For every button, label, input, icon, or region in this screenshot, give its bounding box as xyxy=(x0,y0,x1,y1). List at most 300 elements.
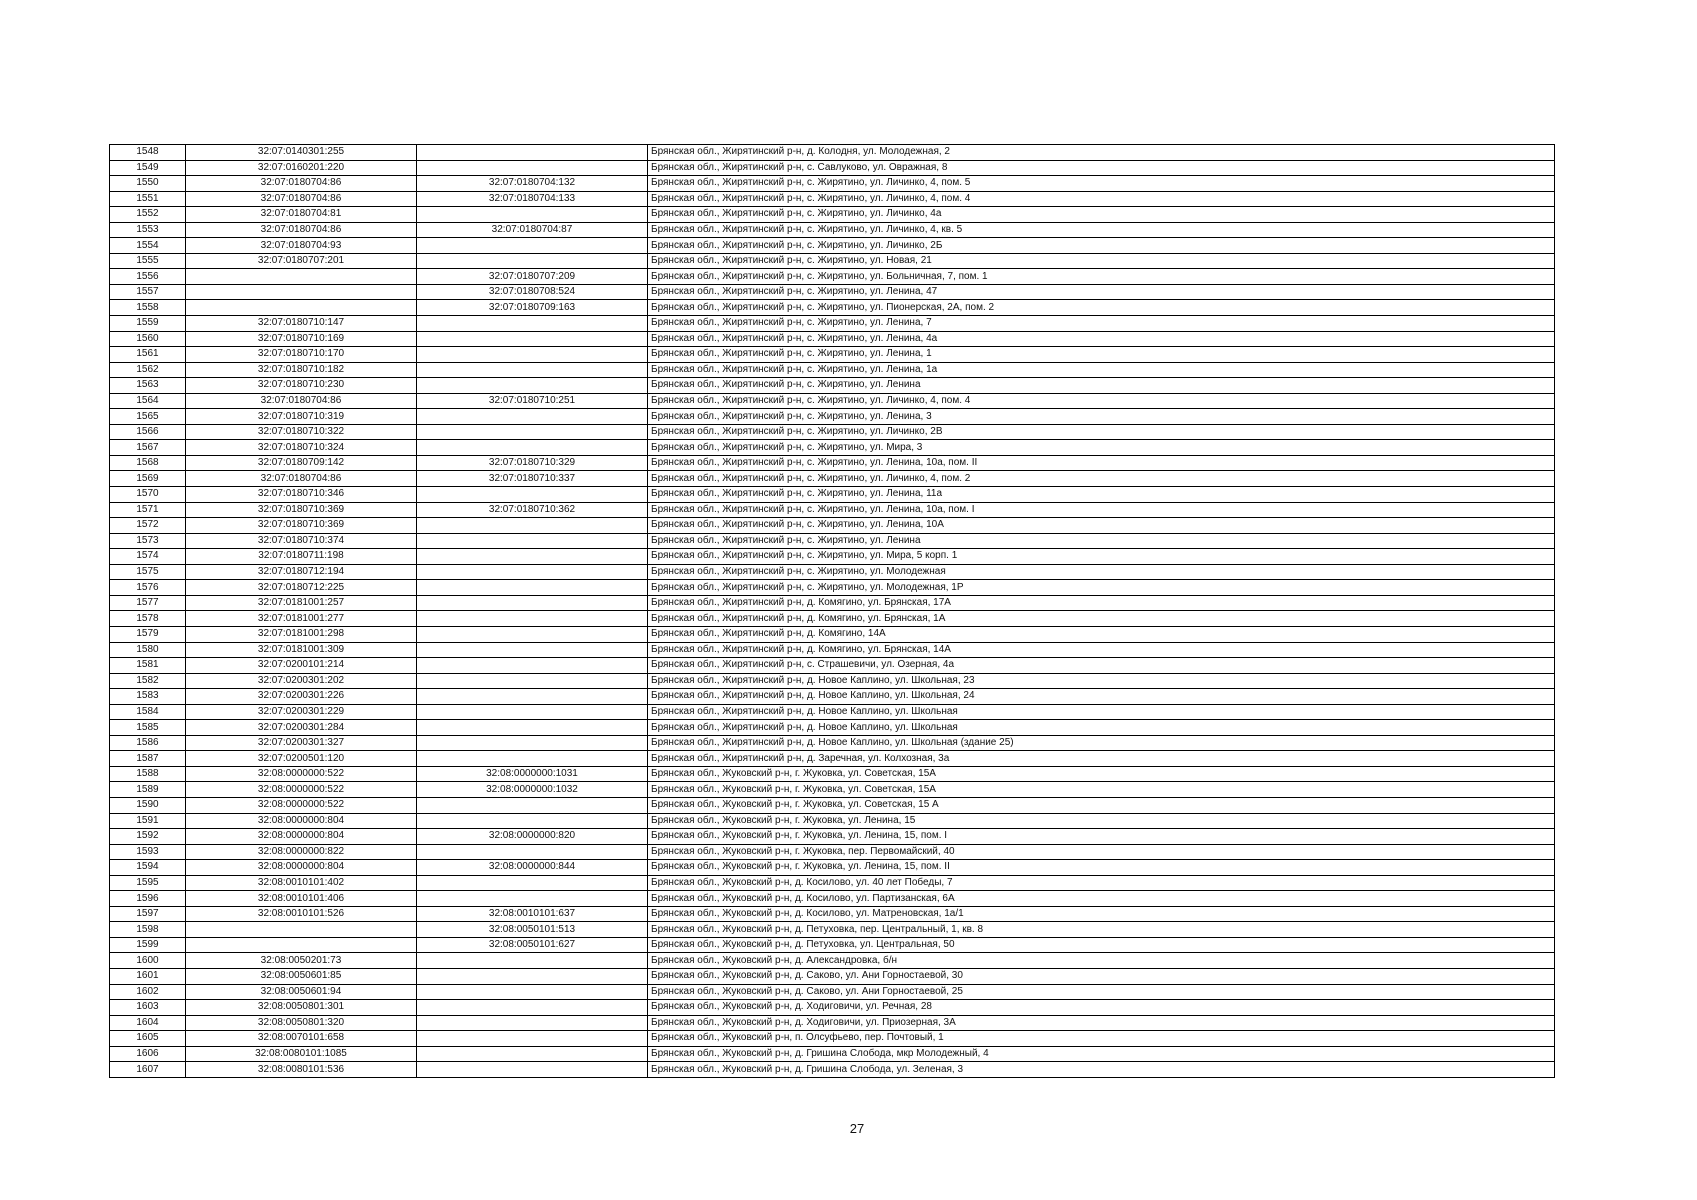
row-number-cell: 1560 xyxy=(110,331,186,347)
row-number-cell: 1586 xyxy=(110,735,186,751)
row-number-cell: 1604 xyxy=(110,1015,186,1031)
linked-cadastral-number-cell xyxy=(417,891,648,907)
table-row xyxy=(110,673,1555,689)
table-row xyxy=(110,1015,1555,1031)
linked-cadastral-number-cell: 32:07:0180709:163 xyxy=(417,300,648,316)
table-row xyxy=(110,611,1555,627)
table-row xyxy=(110,300,1555,316)
row-number-cell: 1584 xyxy=(110,704,186,720)
address-cell: Брянская обл., Жирятинский р-н, с. Жирятино, ул. Больничная, 7, пом. 1 xyxy=(648,269,1555,285)
table-row xyxy=(110,984,1555,1000)
linked-cadastral-number-cell xyxy=(417,984,648,1000)
row-number-cell: 1581 xyxy=(110,658,186,674)
row-number-cell: 1587 xyxy=(110,751,186,767)
linked-cadastral-number-cell: 32:08:0000000:1031 xyxy=(417,766,648,782)
address-cell: Брянская обл., Жирятинский р-н, с. Жирятино, ул. Ленина xyxy=(648,533,1555,549)
cadastral-number-cell: 32:08:0050201:73 xyxy=(186,953,417,969)
address-cell: Брянская обл., Жирятинский р-н, с. Жирятино, ул. Ленина, 47 xyxy=(648,284,1555,300)
linked-cadastral-number-cell xyxy=(417,362,648,378)
cadastral-number-cell: 32:07:0180704:93 xyxy=(186,238,417,254)
table-row xyxy=(110,145,1555,161)
address-cell: Брянская обл., Жирятинский р-н, с. Жирятино, ул. Ленина, 1а xyxy=(648,362,1555,378)
row-number-cell: 1580 xyxy=(110,642,186,658)
cadastral-number-cell xyxy=(186,284,417,300)
cadastral-number-cell: 32:07:0181001:277 xyxy=(186,611,417,627)
address-cell: Брянская обл., Жуковский р-н, д. Саково, ул. Ани Горностаевой, 30 xyxy=(648,968,1555,984)
cadastral-number-cell: 32:07:0180704:81 xyxy=(186,207,417,223)
row-number-cell: 1562 xyxy=(110,362,186,378)
address-cell: Брянская обл., Жуковский р-н, д. Петуховка, пер. Центральный, 1, кв. 8 xyxy=(648,922,1555,938)
linked-cadastral-number-cell xyxy=(417,316,648,332)
cadastral-number-cell: 32:08:0050801:301 xyxy=(186,1000,417,1016)
row-number-cell: 1567 xyxy=(110,440,186,456)
address-cell: Брянская обл., Жирятинский р-н, с. Жирятино, ул. Ленина, 11а xyxy=(648,487,1555,503)
address-cell: Брянская обл., Жирятинский р-н, с. Жирятино, ул. Молодежная, 1Р xyxy=(648,580,1555,596)
row-number-cell: 1554 xyxy=(110,238,186,254)
table-row xyxy=(110,440,1555,456)
table-row xyxy=(110,378,1555,394)
row-number-cell: 1548 xyxy=(110,145,186,161)
row-number-cell: 1605 xyxy=(110,1031,186,1047)
table-row xyxy=(110,409,1555,425)
cadastral-number-cell: 32:07:0200501:120 xyxy=(186,751,417,767)
row-number-cell: 1600 xyxy=(110,953,186,969)
row-number-cell: 1559 xyxy=(110,316,186,332)
row-number-cell: 1557 xyxy=(110,284,186,300)
address-cell: Брянская обл., Жуковский р-н, д. Гришина Слобода, ул. Зеленая, 3 xyxy=(648,1062,1555,1078)
table-row xyxy=(110,720,1555,736)
cadastral-number-cell: 32:08:0010101:406 xyxy=(186,891,417,907)
table-row xyxy=(110,642,1555,658)
linked-cadastral-number-cell xyxy=(417,751,648,767)
cadastral-number-cell: 32:07:0200301:229 xyxy=(186,704,417,720)
address-cell: Брянская обл., Жирятинский р-н, д. Комягино, ул. Брянская, 17А xyxy=(648,595,1555,611)
linked-cadastral-number-cell: 32:07:0180704:87 xyxy=(417,222,648,238)
linked-cadastral-number-cell xyxy=(417,968,648,984)
cadastral-number-cell: 32:08:0000000:804 xyxy=(186,813,417,829)
cadastral-number-cell: 32:08:0000000:522 xyxy=(186,797,417,813)
row-number-cell: 1590 xyxy=(110,797,186,813)
cadastral-number-cell: 32:07:0160201:220 xyxy=(186,160,417,176)
cadastral-number-cell: 32:08:0000000:522 xyxy=(186,766,417,782)
cadastral-number-cell xyxy=(186,300,417,316)
linked-cadastral-number-cell: 32:07:0180707:209 xyxy=(417,269,648,285)
address-cell: Брянская обл., Жирятинский р-н, д. Новое Каплино, ул. Школьная, 23 xyxy=(648,673,1555,689)
row-number-cell: 1592 xyxy=(110,829,186,845)
table-row xyxy=(110,580,1555,596)
table-row xyxy=(110,891,1555,907)
row-number-cell: 1576 xyxy=(110,580,186,596)
linked-cadastral-number-cell: 32:08:0000000:1032 xyxy=(417,782,648,798)
linked-cadastral-number-cell xyxy=(417,1062,648,1078)
row-number-cell: 1561 xyxy=(110,347,186,363)
table-row xyxy=(110,549,1555,565)
row-number-cell: 1607 xyxy=(110,1062,186,1078)
linked-cadastral-number-cell xyxy=(417,549,648,565)
cadastral-number-cell: 32:07:0180709:142 xyxy=(186,455,417,471)
table-row xyxy=(110,347,1555,363)
address-cell: Брянская обл., Жуковский р-н, г. Жуковка, ул. Ленина, 15, пом. I xyxy=(648,829,1555,845)
cadastral-number-cell: 32:07:0180710:230 xyxy=(186,378,417,394)
address-cell: Брянская обл., Жуковский р-н, г. Жуковка, ул. Советская, 15 А xyxy=(648,797,1555,813)
row-number-cell: 1578 xyxy=(110,611,186,627)
table-row xyxy=(110,207,1555,223)
table-row xyxy=(110,937,1555,953)
cadastral-number-cell: 32:07:0180710:324 xyxy=(186,440,417,456)
address-cell: Брянская обл., Жирятинский р-н, с. Жирятино, ул. Пионерская, 2А, пом. 2 xyxy=(648,300,1555,316)
row-number-cell: 1599 xyxy=(110,937,186,953)
address-cell: Брянская обл., Жирятинский р-н, с. Жирятино, ул. Молодежная xyxy=(648,564,1555,580)
cadastral-number-cell: 32:07:0180711:198 xyxy=(186,549,417,565)
linked-cadastral-number-cell xyxy=(417,238,648,254)
cadastral-number-cell: 32:08:0000000:522 xyxy=(186,782,417,798)
table-row xyxy=(110,455,1555,471)
linked-cadastral-number-cell xyxy=(417,424,648,440)
table-row xyxy=(110,533,1555,549)
address-cell: Брянская обл., Жирятинский р-н, д. Новое Каплино, ул. Школьная (здание 25) xyxy=(648,735,1555,751)
row-number-cell: 1550 xyxy=(110,176,186,192)
cadastral-number-cell: 32:07:0180710:346 xyxy=(186,487,417,503)
cadastral-number-cell xyxy=(186,269,417,285)
linked-cadastral-number-cell xyxy=(417,378,648,394)
linked-cadastral-number-cell xyxy=(417,518,648,534)
cadastral-number-cell: 32:07:0180710:147 xyxy=(186,316,417,332)
row-number-cell: 1552 xyxy=(110,207,186,223)
address-cell: Брянская обл., Жуковский р-н, д. Ходиговичи, ул. Речная, 28 xyxy=(648,1000,1555,1016)
cadastral-number-cell: 32:07:0200301:226 xyxy=(186,689,417,705)
linked-cadastral-number-cell xyxy=(417,844,648,860)
table-row xyxy=(110,316,1555,332)
table-row xyxy=(110,362,1555,378)
address-cell: Брянская обл., Жуковский р-н, д. Петуховка, ул. Центральная, 50 xyxy=(648,937,1555,953)
cadastral-number-cell: 32:07:0180710:182 xyxy=(186,362,417,378)
linked-cadastral-number-cell: 32:07:0180710:329 xyxy=(417,455,648,471)
linked-cadastral-number-cell xyxy=(417,595,648,611)
address-cell: Брянская обл., Жуковский р-н, г. Жуковка, пер. Первомайский, 40 xyxy=(648,844,1555,860)
cadastral-number-cell: 32:08:0050801:320 xyxy=(186,1015,417,1031)
address-cell: Брянская обл., Жирятинский р-н, с. Жирятино, ул. Ленина, 10А xyxy=(648,518,1555,534)
table-body xyxy=(110,145,1555,1078)
row-number-cell: 1569 xyxy=(110,471,186,487)
linked-cadastral-number-cell xyxy=(417,440,648,456)
row-number-cell: 1572 xyxy=(110,518,186,534)
linked-cadastral-number-cell: 32:07:0180704:133 xyxy=(417,191,648,207)
table-row xyxy=(110,284,1555,300)
cadastral-number-cell: 32:07:0180710:374 xyxy=(186,533,417,549)
table-row xyxy=(110,487,1555,503)
linked-cadastral-number-cell xyxy=(417,580,648,596)
cadastral-number-cell: 32:07:0180704:86 xyxy=(186,393,417,409)
linked-cadastral-number-cell xyxy=(417,1046,648,1062)
table-row xyxy=(110,1031,1555,1047)
linked-cadastral-number-cell xyxy=(417,658,648,674)
linked-cadastral-number-cell xyxy=(417,347,648,363)
cadastral-number-cell: 32:07:0181001:309 xyxy=(186,642,417,658)
row-number-cell: 1595 xyxy=(110,875,186,891)
address-cell: Брянская обл., Жуковский р-н, д. Александровка, б/н xyxy=(648,953,1555,969)
cadastral-number-cell: 32:07:0140301:255 xyxy=(186,145,417,161)
address-cell: Брянская обл., Жирятинский р-н, с. Жирятино, ул. Личинко, 4, пом. 4 xyxy=(648,191,1555,207)
table-row xyxy=(110,1046,1555,1062)
table-row xyxy=(110,906,1555,922)
row-number-cell: 1579 xyxy=(110,626,186,642)
table-row xyxy=(110,704,1555,720)
address-cell: Брянская обл., Жирятинский р-н, с. Жирятино, ул. Личинко, 2В xyxy=(648,424,1555,440)
linked-cadastral-number-cell xyxy=(417,642,648,658)
address-cell: Брянская обл., Жирятинский р-н, с. Жирятино, ул. Ленина xyxy=(648,378,1555,394)
page-number: 27 xyxy=(849,1121,865,1136)
row-number-cell: 1551 xyxy=(110,191,186,207)
address-cell: Брянская обл., Жирятинский р-н, с. Жирятино, ул. Личинко, 4а xyxy=(648,207,1555,223)
table-row xyxy=(110,564,1555,580)
address-cell: Брянская обл., Жирятинский р-н, с. Жирятино, ул. Личинко, 4, кв. 5 xyxy=(648,222,1555,238)
row-number-cell: 1603 xyxy=(110,1000,186,1016)
address-cell: Брянская обл., Жирятинский р-н, д. Комягино, ул. Брянская, 14А xyxy=(648,642,1555,658)
cadastral-number-cell: 32:08:0010101:526 xyxy=(186,906,417,922)
linked-cadastral-number-cell xyxy=(417,875,648,891)
address-cell: Брянская обл., Жуковский р-н, д. Саково, ул. Ани Горностаевой, 25 xyxy=(648,984,1555,1000)
address-cell: Брянская обл., Жирятинский р-н, с. Жирятино, ул. Мира, 5 корп. 1 xyxy=(648,549,1555,565)
linked-cadastral-number-cell: 32:07:0180708:524 xyxy=(417,284,648,300)
linked-cadastral-number-cell xyxy=(417,207,648,223)
address-cell: Брянская обл., Жуковский р-н, д. Косилово, ул. 40 лет Победы, 7 xyxy=(648,875,1555,891)
address-cell: Брянская обл., Жирятинский р-н, с. Страшевичи, ул. Озерная, 4а xyxy=(648,658,1555,674)
table-row xyxy=(110,238,1555,254)
table-row xyxy=(110,968,1555,984)
cadastral-number-cell: 32:08:0080101:1085 xyxy=(186,1046,417,1062)
address-cell: Брянская обл., Жирятинский р-н, с. Жирятино, ул. Ленина, 1 xyxy=(648,347,1555,363)
linked-cadastral-number-cell xyxy=(417,704,648,720)
linked-cadastral-number-cell xyxy=(417,533,648,549)
address-cell: Брянская обл., Жирятинский р-н, с. Жирятино, ул. Мира, 3 xyxy=(648,440,1555,456)
cadastral-number-cell: 32:07:0200301:284 xyxy=(186,720,417,736)
row-number-cell: 1568 xyxy=(110,455,186,471)
row-number-cell: 1555 xyxy=(110,253,186,269)
cadastral-number-cell: 32:07:0180704:86 xyxy=(186,222,417,238)
linked-cadastral-number-cell xyxy=(417,409,648,425)
cadastral-number-cell: 32:07:0181001:298 xyxy=(186,626,417,642)
address-cell: Брянская обл., Жирятинский р-н, д. Новое Каплино, ул. Школьная xyxy=(648,720,1555,736)
row-number-cell: 1558 xyxy=(110,300,186,316)
cadastral-number-cell: 32:07:0180712:225 xyxy=(186,580,417,596)
address-cell: Брянская обл., Жуковский р-н, д. Ходиговичи, ул. Приозерная, 3А xyxy=(648,1015,1555,1031)
row-number-cell: 1570 xyxy=(110,487,186,503)
linked-cadastral-number-cell: 32:08:0010101:637 xyxy=(417,906,648,922)
table-row xyxy=(110,222,1555,238)
row-number-cell: 1585 xyxy=(110,720,186,736)
address-cell: Брянская обл., Жуковский р-н, г. Жуковка, ул. Советская, 15А xyxy=(648,766,1555,782)
row-number-cell: 1553 xyxy=(110,222,186,238)
row-number-cell: 1564 xyxy=(110,393,186,409)
cadastral-number-cell: 32:08:0010101:402 xyxy=(186,875,417,891)
linked-cadastral-number-cell xyxy=(417,735,648,751)
table-row xyxy=(110,269,1555,285)
row-number-cell: 1573 xyxy=(110,533,186,549)
row-number-cell: 1602 xyxy=(110,984,186,1000)
linked-cadastral-number-cell: 32:07:0180704:132 xyxy=(417,176,648,192)
cadastral-number-cell: 32:08:0000000:804 xyxy=(186,860,417,876)
linked-cadastral-number-cell: 32:08:0050101:627 xyxy=(417,937,648,953)
cadastral-number-cell: 32:08:0000000:804 xyxy=(186,829,417,845)
row-number-cell: 1556 xyxy=(110,269,186,285)
linked-cadastral-number-cell: 32:07:0180710:362 xyxy=(417,502,648,518)
linked-cadastral-number-cell xyxy=(417,253,648,269)
table-row xyxy=(110,689,1555,705)
row-number-cell: 1563 xyxy=(110,378,186,394)
cadastral-number-cell xyxy=(186,937,417,953)
row-number-cell: 1593 xyxy=(110,844,186,860)
cadastral-number-cell: 32:07:0180710:170 xyxy=(186,347,417,363)
address-cell: Брянская обл., Жирятинский р-н, с. Жирятино, ул. Личинко, 4, пом. 2 xyxy=(648,471,1555,487)
cadastral-number-cell: 32:07:0180712:194 xyxy=(186,564,417,580)
cadastral-number-cell: 32:07:0180710:319 xyxy=(186,409,417,425)
cadastral-number-cell: 32:07:0180710:322 xyxy=(186,424,417,440)
table-row xyxy=(110,160,1555,176)
cadastral-number-cell: 32:07:0181001:257 xyxy=(186,595,417,611)
row-number-cell: 1588 xyxy=(110,766,186,782)
cadastral-number-cell: 32:08:0050601:94 xyxy=(186,984,417,1000)
linked-cadastral-number-cell xyxy=(417,689,648,705)
address-cell: Брянская обл., Жуковский р-н, г. Жуковка, ул. Советская, 15А xyxy=(648,782,1555,798)
address-cell: Брянская обл., Жуковский р-н, г. Жуковка, ул. Ленина, 15, пом. II xyxy=(648,860,1555,876)
cadastral-number-cell: 32:07:0180707:201 xyxy=(186,253,417,269)
cadastral-number-cell: 32:07:0180710:369 xyxy=(186,502,417,518)
address-cell: Брянская обл., Жирятинский р-н, с. Жирятино, ул. Личинко, 4, пом. 4 xyxy=(648,393,1555,409)
cadastral-number-cell: 32:07:0180704:86 xyxy=(186,176,417,192)
address-cell: Брянская обл., Жирятинский р-н, с. Жирятино, ул. Ленина, 10а, пом. II xyxy=(648,455,1555,471)
table-row xyxy=(110,595,1555,611)
linked-cadastral-number-cell xyxy=(417,331,648,347)
linked-cadastral-number-cell xyxy=(417,145,648,161)
cadastral-number-cell: 32:07:0180704:86 xyxy=(186,191,417,207)
cadastral-number-cell: 32:07:0200301:202 xyxy=(186,673,417,689)
cadastral-number-cell: 32:08:0080101:536 xyxy=(186,1062,417,1078)
address-cell: Брянская обл., Жуковский р-н, г. Жуковка, ул. Ленина, 15 xyxy=(648,813,1555,829)
table-row xyxy=(110,751,1555,767)
cadastral-number-cell: 32:07:0200301:327 xyxy=(186,735,417,751)
row-number-cell: 1598 xyxy=(110,922,186,938)
linked-cadastral-number-cell: 32:08:0000000:844 xyxy=(417,860,648,876)
table-row xyxy=(110,953,1555,969)
row-number-cell: 1591 xyxy=(110,813,186,829)
table-row xyxy=(110,191,1555,207)
linked-cadastral-number-cell xyxy=(417,1000,648,1016)
cadastral-number-cell xyxy=(186,922,417,938)
linked-cadastral-number-cell: 32:08:0050101:513 xyxy=(417,922,648,938)
address-cell: Брянская обл., Жирятинский р-н, д. Комягино, ул. Брянская, 1А xyxy=(648,611,1555,627)
table-row xyxy=(110,1062,1555,1078)
table-row xyxy=(110,658,1555,674)
address-cell: Брянская обл., Жирятинский р-н, д. Новое Каплино, ул. Школьная xyxy=(648,704,1555,720)
table-row xyxy=(110,393,1555,409)
row-number-cell: 1583 xyxy=(110,689,186,705)
linked-cadastral-number-cell xyxy=(417,953,648,969)
linked-cadastral-number-cell xyxy=(417,487,648,503)
address-cell: Брянская обл., Жирятинский р-н, с. Жирятино, ул. Ленина, 4а xyxy=(648,331,1555,347)
linked-cadastral-number-cell xyxy=(417,564,648,580)
address-cell: Брянская обл., Жуковский р-н, д. Косилово, ул. Партизанская, 6А xyxy=(648,891,1555,907)
table-row xyxy=(110,860,1555,876)
address-cell: Брянская обл., Жирятинский р-н, д. Заречная, ул. Колхозная, 3а xyxy=(648,751,1555,767)
table-row xyxy=(110,518,1555,534)
row-number-cell: 1594 xyxy=(110,860,186,876)
cadastral-number-cell: 32:08:0000000:822 xyxy=(186,844,417,860)
cadastral-number-cell: 32:07:0200101:214 xyxy=(186,658,417,674)
linked-cadastral-number-cell xyxy=(417,813,648,829)
linked-cadastral-number-cell xyxy=(417,611,648,627)
address-cell: Брянская обл., Жирятинский р-н, с. Жирятино, ул. Ленина, 7 xyxy=(648,316,1555,332)
table-row xyxy=(110,829,1555,845)
cadastral-number-cell: 32:08:0070101:658 xyxy=(186,1031,417,1047)
table-row xyxy=(110,735,1555,751)
table-row xyxy=(110,813,1555,829)
address-cell: Брянская обл., Жирятинский р-н, д. Новое Каплино, ул. Школьная, 24 xyxy=(648,689,1555,705)
linked-cadastral-number-cell xyxy=(417,160,648,176)
table-row xyxy=(110,176,1555,192)
table-row xyxy=(110,471,1555,487)
row-number-cell: 1549 xyxy=(110,160,186,176)
row-number-cell: 1597 xyxy=(110,906,186,922)
address-cell: Брянская обл., Жирятинский р-н, д. Колодня, ул. Молодежная, 2 xyxy=(648,145,1555,161)
table-row xyxy=(110,502,1555,518)
table-row xyxy=(110,782,1555,798)
linked-cadastral-number-cell xyxy=(417,1015,648,1031)
cadastral-number-cell: 32:07:0180704:86 xyxy=(186,471,417,487)
table-row xyxy=(110,922,1555,938)
table-row xyxy=(110,797,1555,813)
table-row xyxy=(110,331,1555,347)
row-number-cell: 1574 xyxy=(110,549,186,565)
linked-cadastral-number-cell: 32:07:0180710:337 xyxy=(417,471,648,487)
table-row xyxy=(110,766,1555,782)
address-cell: Брянская обл., Жуковский р-н, п. Олсуфьево, пер. Почтовый, 1 xyxy=(648,1031,1555,1047)
address-cell: Брянская обл., Жирятинский р-н, с. Жирятино, ул. Новая, 21 xyxy=(648,253,1555,269)
cadastral-number-cell: 32:07:0180710:369 xyxy=(186,518,417,534)
row-number-cell: 1589 xyxy=(110,782,186,798)
address-cell: Брянская обл., Жуковский р-н, д. Косилово, ул. Матреновская, 1а/1 xyxy=(648,906,1555,922)
address-cell: Брянская обл., Жирятинский р-н, д. Комягино, 14А xyxy=(648,626,1555,642)
cadastral-number-cell: 32:08:0050601:85 xyxy=(186,968,417,984)
address-cell: Брянская обл., Жирятинский р-н, с. Жирятино, ул. Ленина, 3 xyxy=(648,409,1555,425)
cadastral-number-cell: 32:07:0180710:169 xyxy=(186,331,417,347)
row-number-cell: 1601 xyxy=(110,968,186,984)
linked-cadastral-number-cell xyxy=(417,626,648,642)
linked-cadastral-number-cell: 32:08:0000000:820 xyxy=(417,829,648,845)
linked-cadastral-number-cell xyxy=(417,720,648,736)
linked-cadastral-number-cell: 32:07:0180710:251 xyxy=(417,393,648,409)
row-number-cell: 1571 xyxy=(110,502,186,518)
linked-cadastral-number-cell xyxy=(417,1031,648,1047)
linked-cadastral-number-cell xyxy=(417,797,648,813)
table-row xyxy=(110,844,1555,860)
row-number-cell: 1596 xyxy=(110,891,186,907)
address-cell: Брянская обл., Жирятинский р-н, с. Жирятино, ул. Личинко, 2Б xyxy=(648,238,1555,254)
table-row xyxy=(110,875,1555,891)
row-number-cell: 1582 xyxy=(110,673,186,689)
row-number-cell: 1606 xyxy=(110,1046,186,1062)
table-row xyxy=(110,1000,1555,1016)
property-table xyxy=(109,144,1555,1078)
address-cell: Брянская обл., Жирятинский р-н, с. Жирятино, ул. Личинко, 4, пом. 5 xyxy=(648,176,1555,192)
address-cell: Брянская обл., Жирятинский р-н, с. Жирятино, ул. Ленина, 10а, пом. I xyxy=(648,502,1555,518)
table-row xyxy=(110,424,1555,440)
row-number-cell: 1575 xyxy=(110,564,186,580)
table-row xyxy=(110,626,1555,642)
linked-cadastral-number-cell xyxy=(417,673,648,689)
row-number-cell: 1577 xyxy=(110,595,186,611)
address-cell: Брянская обл., Жирятинский р-н, с. Савлуково, ул. Овражная, 8 xyxy=(648,160,1555,176)
row-number-cell: 1566 xyxy=(110,424,186,440)
